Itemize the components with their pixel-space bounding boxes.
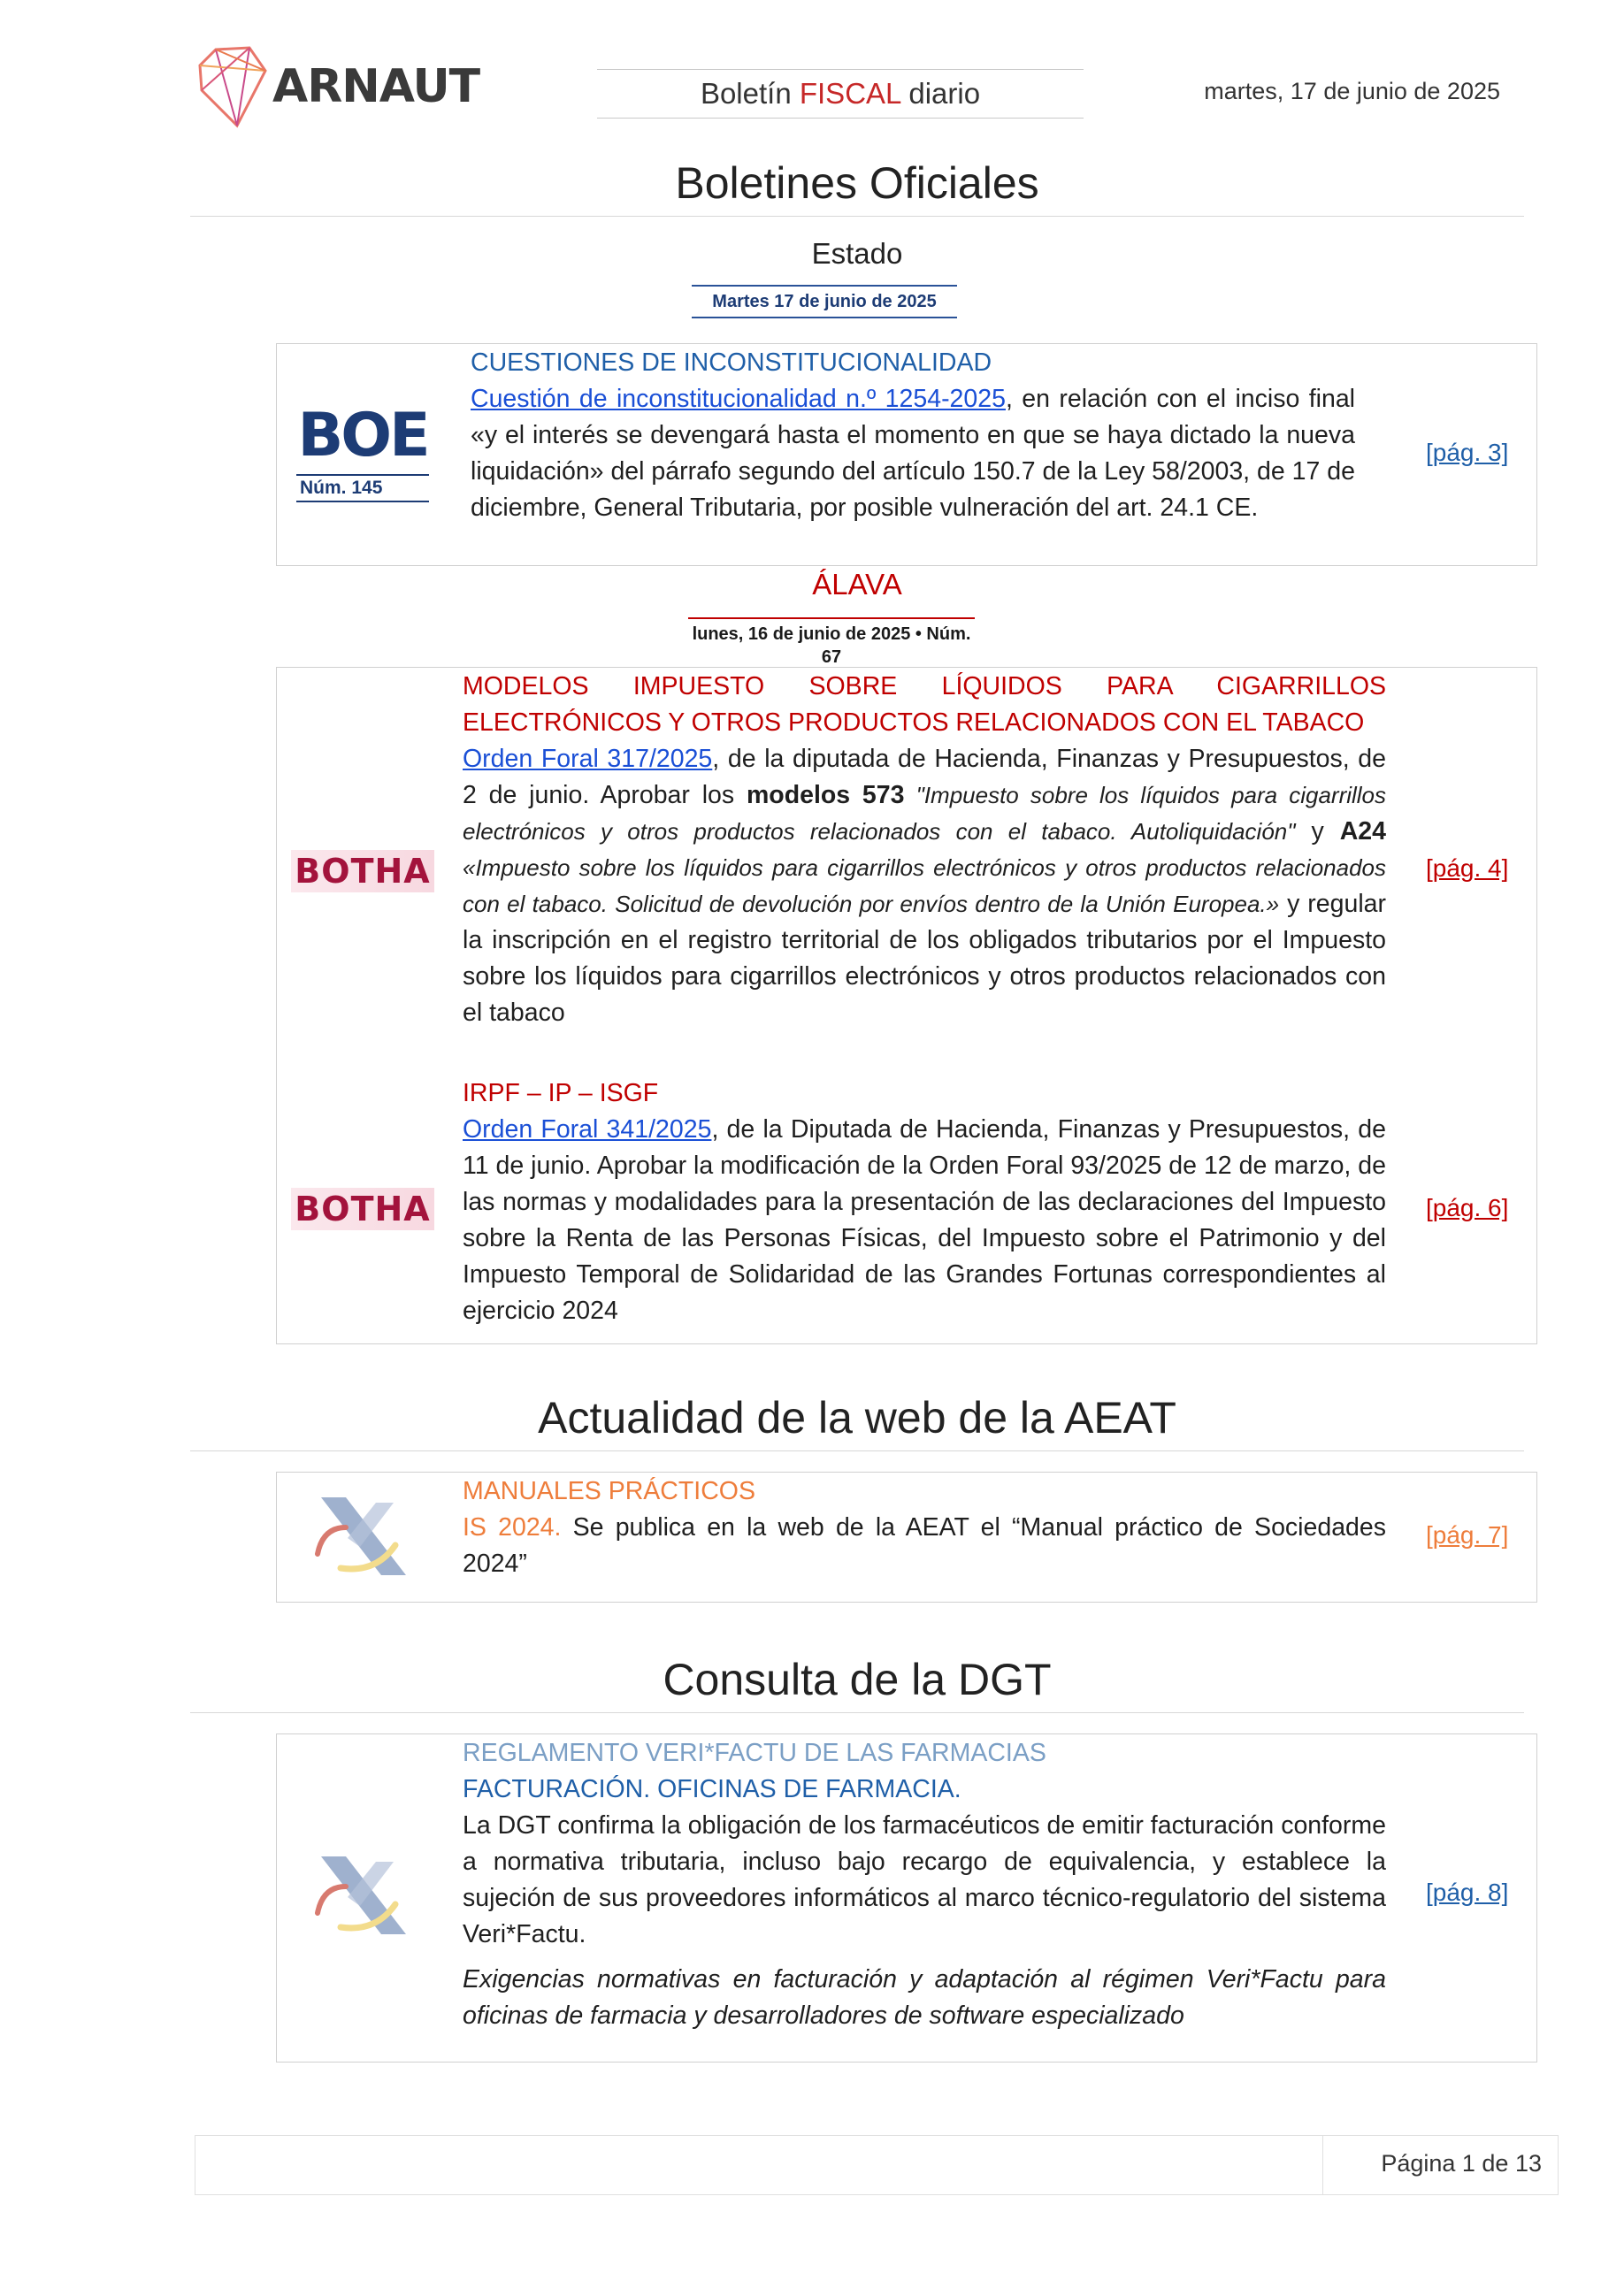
aeat-logo-2	[283, 1838, 442, 1953]
alava-entry-1-text-a: , de la diputada de Hacienda, Finanzas y Presupuestos, de 2 de junio. Aprobar los	[463, 745, 1386, 809]
alava-entry-1-link[interactable]: Orden Foral 317/2025	[463, 745, 713, 773]
boe-entry-link[interactable]: Cuestión de inconstitucionalidad n.º 1254-2025	[471, 385, 1006, 413]
arnaut-logo	[198, 42, 479, 131]
section-title-aeat: Actualidad de la web de la AEAT	[190, 1392, 1524, 1451]
boe-category: CUESTIONES DE INCONSTITUCIONALIDAD	[471, 348, 992, 377]
bulletin-highlight: FISCAL	[799, 77, 901, 110]
footer-separator	[1322, 2136, 1323, 2194]
aeat-logo-icon-2	[314, 1851, 411, 1940]
aeat-logo-icon	[314, 1492, 411, 1580]
dgt-entry	[463, 1735, 1386, 2034]
alava-entry-1-category: MODELOS IMPUESTO SOBRE LÍQUIDOS PARA CIGARRILLOS ELECTRÓNICOS Y OTROS PRODUCTOS RELACIONADOS CON EL TABACO	[463, 672, 1386, 737]
alava-entry-1-bold-a: modelos 573	[746, 781, 905, 809]
boe-entry-text: , en relación con el inciso final «y el interés se devengará hasta el momento en que se haya dictado la nueva liquidación» del párrafo segundo del artículo 150.7 de la Ley 58/2003, de 17 de diciembre, General Tributaria, por posible vulneración del art. 24.1 CE.	[471, 385, 1356, 522]
bulletin-suffix: diario	[908, 77, 981, 110]
botha-logo-1	[283, 831, 442, 911]
aeat-logo-1	[283, 1479, 442, 1594]
arnaut-gem-icon	[198, 44, 267, 129]
alava-entry-1-italic-a: "Impuesto sobre los líquidos para cigarrillos electrónicos y otros productos relacionados con el tabaco. Autoliquidación"	[463, 782, 1387, 845]
boe-logo-number: Núm. 145	[296, 474, 429, 502]
subtitle-estado: Estado	[811, 237, 903, 270]
bulletin-title	[597, 69, 1084, 119]
dgt-italic-summary: Exigencias normativas en facturación y adaptación al régimen Veri*Factu para oficinas de farmacia y desarrolladores de software especializado	[463, 1965, 1386, 2030]
aeat-entry	[463, 1473, 1386, 1582]
alava-entry-2-link[interactable]: Orden Foral 341/2025	[463, 1115, 712, 1144]
boe-entry	[471, 345, 1355, 526]
subtitle-alava: ÁLAVA	[812, 568, 902, 601]
aeat-page-link[interactable]: [pág. 7]	[1426, 1521, 1509, 1549]
page-number: Página 1 de 13	[1381, 2150, 1542, 2177]
boe-logo	[283, 349, 442, 558]
alava-entry-1-text-c: y regular la inscripción en el registro territorial de los obligados tributarios por el Impuesto sobre los líquidos para cigarrillos electrónicos y otros productos relacionados con el tabaco	[463, 890, 1386, 1027]
dgt-text: La DGT confirma la obligación de los farmacéuticos de emitir facturación conforme a normativa tributaria, incluso bajo recargo de equivalencia, y establece la sujeción de sus proveedores informáticos al marco técnico-regulatorio del sistema Veri*Factu.	[463, 1811, 1386, 1948]
botha-logo-2	[283, 1169, 442, 1249]
dgt-page-link[interactable]: [pág. 8]	[1426, 1879, 1509, 1906]
alava-entry-1-page-link[interactable]: [pág. 4]	[1426, 854, 1509, 882]
logo-text: ARNAUT	[272, 60, 480, 113]
boe-page-link[interactable]: [pág. 3]	[1426, 439, 1509, 466]
alava-entry-2-page-link[interactable]: [pág. 6]	[1426, 1194, 1509, 1221]
alava-entry-2	[463, 1075, 1386, 1329]
boe-date-banner: Martes 17 de junio de 2025	[692, 285, 957, 318]
bulletin-prefix: Boletín	[700, 77, 792, 110]
dgt-category: REGLAMENTO VERI*FACTU DE LAS FARMACIAS	[463, 1739, 1046, 1767]
page-footer	[195, 2135, 1559, 2195]
alava-entry-1-bold-b: A24	[1339, 817, 1386, 846]
botha-logo-text-2: BOTHA	[291, 1188, 433, 1230]
alava-entry-1-text-b: y	[1295, 817, 1340, 846]
botha-logo-text-1: BOTHA	[291, 850, 433, 892]
aeat-lead: IS 2024.	[463, 1513, 562, 1542]
alava-entry-1	[463, 669, 1386, 1031]
section-title-boletines: Boletines Oficiales	[190, 157, 1524, 217]
section-title-dgt: Consulta de la DGT	[190, 1654, 1524, 1713]
dgt-subcategory: FACTURACIÓN. OFICINAS DE FARMACIA.	[463, 1775, 961, 1803]
aeat-text: Se publica en la web de la AEAT el “Manual práctico de Sociedades 2024”	[463, 1513, 1386, 1578]
header-date: martes, 17 de junio de 2025	[1204, 78, 1500, 104]
botha-date-banner: lunes, 16 de junio de 2025 • Núm. 67	[688, 617, 975, 674]
aeat-category: MANUALES PRÁCTICOS	[463, 1477, 755, 1505]
alava-entry-1-italic-b: «Impuesto sobre los líquidos para cigarrillos electrónicos y otros productos relacionados con el tabaco. Solicitud de devolución por envíos dentro de la Unión Europea.»	[463, 854, 1386, 917]
alava-entry-2-category: IRPF – IP – ISGF	[463, 1079, 659, 1107]
boe-logo-letters: BOE	[297, 401, 428, 471]
alava-entry-2-text: , de la Diputada de Hacienda, Finanzas y Presupuestos, de 11 de junio. Aprobar la modificación de la Orden Foral 93/2025 de 12 de marzo, de las normas y modalidades para la presentación de las declaraciones del Impuesto sobre la Renta de las Personas Físicas, del Impuesto sobre el Patrimonio y del Impuesto Temporal de Solidaridad de las Grandes Fortunas correspondientes al ejercicio 2024	[463, 1115, 1386, 1325]
